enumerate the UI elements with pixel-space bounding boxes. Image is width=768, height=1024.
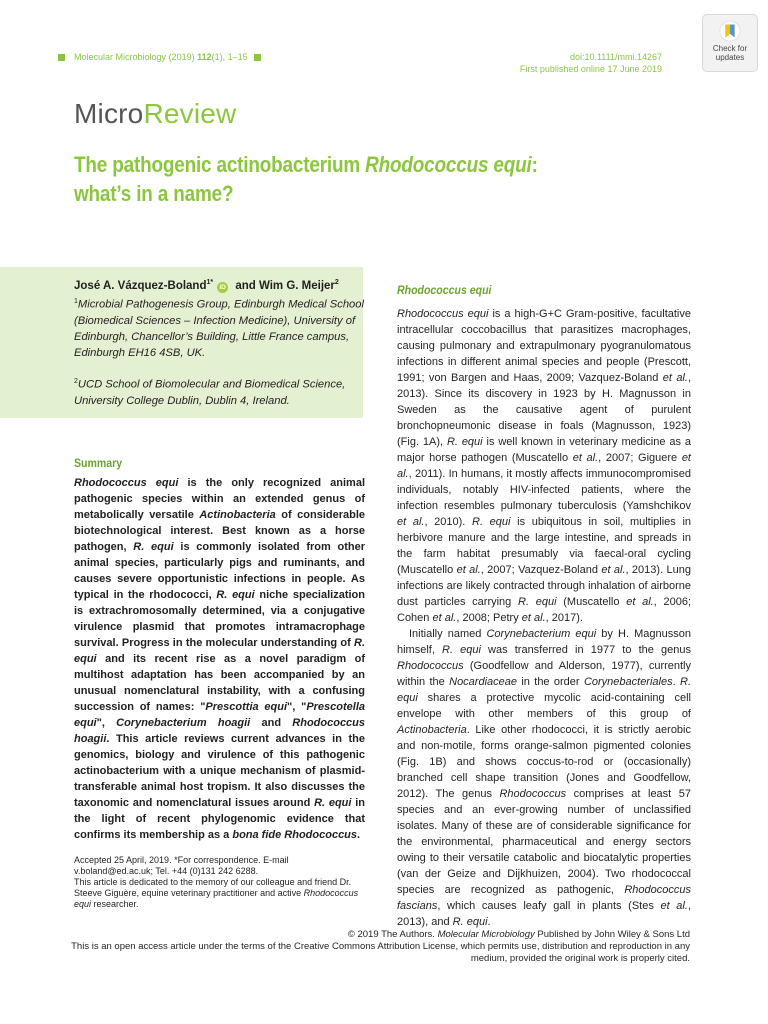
body-span: Rhodococcus: [499, 788, 567, 800]
journal-citation: [74, 52, 261, 62]
affiliation-1-sup: 1: [74, 298, 78, 305]
body-span: , 2007; Vazquez-Boland: [480, 564, 602, 576]
body-span: , 2010).: [424, 516, 473, 528]
summary-span: Rhodococcus equi: [74, 477, 179, 489]
badge-line-2: updates: [715, 53, 745, 62]
summary-span: is commonly isolated from other animal species, particularly pigs and ruminants, and causes severe opportunistic infections in people. As typical in the rhodococci,: [74, 541, 366, 601]
article-title: [74, 150, 556, 208]
crossmark-icon: [719, 20, 741, 42]
author-2-sup: 2: [334, 279, 339, 286]
license-text: This is an open access article under the terms of the Creative Commons Attribution License, which permits use, distribution and reproduction in any medium, provided the original work is properly cited.: [71, 941, 690, 964]
title-colon: :: [531, 152, 538, 177]
body-span: Actinobacteria: [397, 724, 467, 736]
body-span: , 2017).: [545, 612, 583, 624]
affiliation-2: [74, 374, 364, 409]
dedication-species: Rhodococcus equi: [74, 888, 359, 909]
body-span: (Goodfellow and Alderson, 1977), currently within the: [397, 660, 691, 688]
body-span: , 2007; Giguere: [598, 452, 682, 464]
body-span: was transferred in 1977 to the genus: [480, 644, 691, 656]
body-span: Corynebacteriales: [583, 676, 673, 688]
body-span: et al.: [601, 564, 626, 576]
body-span: , which causes leafy gall in plants (Stes: [437, 900, 661, 912]
check-for-updates-button[interactable]: [702, 14, 758, 72]
summary-span: .: [357, 829, 361, 841]
body-span: R. equi: [452, 916, 488, 928]
body-span: by H. Magnusson himself,: [397, 628, 691, 656]
title-species: Rhodococcus equi: [365, 152, 532, 177]
body-span: et al.: [626, 596, 654, 608]
journal-issue-pages: (1), 1–15: [211, 52, 248, 62]
summary-span: R. equi: [216, 589, 255, 601]
footnote-accepted: Accepted 25 April, 2019. *For correspondence. E-mail v.boland@ed.ac.uk; Tel. +44 (0)131 242 6288.: [74, 855, 289, 876]
summary-span: is the only recognized animal pathogenic species within an extended genus of metabolically versatile: [74, 477, 365, 521]
body-span: et al.: [662, 372, 688, 384]
copyright-notice: [50, 929, 690, 965]
dedication-text: This article is dedicated to the memory of our colleague and friend Dr. Steeve Giguère, equine veterinary practitioner and active: [74, 877, 352, 898]
summary-span: Prescotella equi: [74, 701, 366, 729]
body-span: .: [487, 916, 491, 928]
summary-span: ",: [96, 717, 117, 729]
body-span: R. equi: [472, 516, 511, 528]
summary-span: R. equi: [133, 541, 174, 553]
body-span: et al.: [397, 516, 425, 528]
title-pre: The pathogenic actinobacterium: [74, 152, 366, 177]
journal-volume: 112: [197, 52, 212, 62]
body-span: Rhodococcus equi: [397, 308, 489, 320]
body-paragraph-2: [397, 626, 691, 930]
body-span: et al.: [572, 452, 599, 464]
journal-marker-left: [58, 54, 65, 61]
body-span: .: [672, 676, 680, 688]
footnote-dedication: [74, 877, 369, 910]
body-span: R. equi: [518, 596, 557, 608]
body-span: R. equi: [397, 676, 691, 704]
affiliation-2-sup: 2: [74, 378, 78, 385]
dedication-end: researcher.: [91, 899, 139, 909]
article-type-micro: Micro: [74, 98, 144, 129]
author-1[interactable]: José A. Vázquez-Boland: [74, 279, 207, 292]
title-line-2: what’s in a name?: [74, 181, 234, 206]
body-span: is well known in veterinary medicine as a major horse pathogen (Muscatello: [397, 436, 691, 464]
affiliation-2-text: UCD School of Biomolecular and Biomedical Science, University College Dublin, Dublin 4, Ireland.: [74, 378, 346, 407]
body-span: et al.: [660, 900, 688, 912]
body-span: et al.: [397, 452, 691, 480]
body-span: , 2008; Petry: [456, 612, 522, 624]
body-span: R. equi: [446, 436, 483, 448]
body-span: , 2006; Cohen: [397, 596, 692, 624]
body-span: Rhodococcus: [397, 660, 464, 672]
summary-span: in the light of recent phylogenomic evidence that confirms its membership as a: [74, 797, 365, 841]
summary-span: niche specialization is extrachromosomally determined, via a conjugative virulence plasmid that promotes intramacrophage survival. Progress in the molecular understanding of: [74, 589, 365, 649]
body-span: , 2011). In humans, it mostly affects immunocompromised individuals, notably HIV-infected patients, where the infection resembles pulmonary tuberculosis (Yamshchikov: [397, 468, 691, 512]
body-span: Initially named: [409, 628, 487, 640]
summary-span: ", ": [287, 701, 307, 713]
summary-span: and: [250, 717, 293, 729]
body-span: , 2013). Since its discovery in 1923 by H. Magnusson in Sweden as the causative agent of purulent bronchopneumonic disease in foals (Magnusson, 1923) (Fig. 1A),: [397, 372, 691, 448]
summary-span: Actinobacteria: [199, 509, 276, 521]
summary-span: Corynebacterium hoagii: [116, 717, 251, 729]
journal-year: (2019): [168, 52, 195, 62]
doi-link[interactable]: doi:10.1111/mmi.14267: [569, 52, 662, 62]
body-paragraph-1: [397, 306, 691, 626]
doi-block: [520, 51, 662, 75]
body-span: Corynebacterium equi: [486, 628, 597, 640]
body-span: , 2013), and: [397, 900, 691, 928]
body-span: et al.: [456, 564, 481, 576]
body-span: , 2013). Lung infections are likely contracted through inhalation of airborne dust particles carrying: [397, 564, 691, 608]
article-type-review: Review: [143, 98, 237, 129]
copyright-journal: Molecular Microbiology: [437, 929, 535, 940]
body-span: Rhodococcus fascians: [397, 884, 691, 912]
article-type: [74, 98, 236, 130]
badge-line-1: Check for: [712, 44, 748, 53]
body-span: et al.: [432, 612, 457, 624]
body-span: . Like other rhodococci, it is strictly aerobic and non-motile, forms orange-salmon pigmented colonies (Fig. 1B) and shows coccus-to-rod or (occasionally) branched cell shape transition (Jones and Goodfellow, 2012). The genus: [397, 724, 691, 800]
author-1-sup: 1*: [206, 279, 214, 286]
journal-name: Molecular Microbiology: [74, 52, 167, 62]
body-span: comprises at least 57 species and an ever-growing number of unclassified isolates. Many of these are of considerable significance for the environmental, pharmaceutical and energy sectors owing to their versatile catabolic and biocatalytic properties (van der Geize and Dijkhuizen, 2004). Two rhodococcal species are recognized as pathogenic,: [397, 788, 691, 896]
body-span: is ubiquitous in soil, multiplies in herbivore manure and the large intestine, and spreads in the farm habitat presumably via faecal-oral cycling (Muscatello: [397, 516, 692, 576]
copyright-text: © 2019 The Authors.: [347, 929, 438, 940]
footnotes: [74, 855, 369, 910]
body-span: is a high-G+C Gram-positive, facultative intracellular coccobacillus that parasitizes macrophages, causing pulmonary and extrapulmonary pyogranulomatous infections in different animal species and people (Prescott, 1991; von Bargen and Haas, 2009; Vazquez-Boland: [397, 308, 691, 384]
section-heading: Rhodococcus equi: [397, 283, 492, 297]
published-date: First published online 17 June 2019: [519, 64, 662, 74]
body-span: et al.: [521, 612, 546, 624]
summary-span: Prescottia equi: [205, 701, 288, 713]
summary-heading: Summary: [74, 456, 123, 470]
body-span: Nocardiaceae: [449, 676, 517, 688]
author-list: [74, 279, 339, 293]
body-span: (Muscatello: [556, 596, 627, 608]
summary-span: of considerable biotechnological interest. Best known as a horse pathogen,: [74, 509, 366, 553]
summary-span: R. equi: [314, 797, 352, 809]
summary-span: Rhodococcus hoagii: [74, 717, 366, 745]
summary-span: and its recent rise as a novel paradigm of multihost adaptation has been accompanied by an unusual nomenclatural instability, with a confusing succession of names: ": [74, 653, 365, 713]
summary-span: R. equi: [74, 637, 365, 665]
summary-span: bona fide Rhodococcus: [232, 829, 358, 841]
author-2[interactable]: and Wim G. Meijer: [232, 279, 335, 292]
body-span: shares a protective mycolic acid-containing cell envelope with other members of this group of: [397, 692, 691, 720]
summary-text: [74, 475, 365, 843]
copyright-publisher: Published by John Wiley & Sons Ltd: [534, 929, 690, 940]
orcid-icon[interactable]: iD: [217, 282, 228, 293]
body-span: R. equi: [442, 644, 481, 656]
affiliation-1: [74, 294, 364, 361]
body-span: in the order: [517, 676, 584, 688]
body-text: [397, 306, 691, 930]
journal-marker-right: [254, 54, 261, 61]
summary-span: . This article reviews current advances in the genomics, biology and virulence of this pathogenic actinobacterium with a unique mechanism of plasmid-transferable animal host tropism. It also discusses the taxonomic and nomenclatural issues around: [74, 733, 365, 809]
affiliation-1-text: Microbial Pathogenesis Group, Edinburgh Medical School (Biomedical Sciences – Infection Medicine), University of Edinburgh, Chancellor’s Building, Little France campus, Edinburgh EH16 4SB, UK.: [74, 298, 364, 359]
copyright-line-1: [50, 929, 690, 941]
